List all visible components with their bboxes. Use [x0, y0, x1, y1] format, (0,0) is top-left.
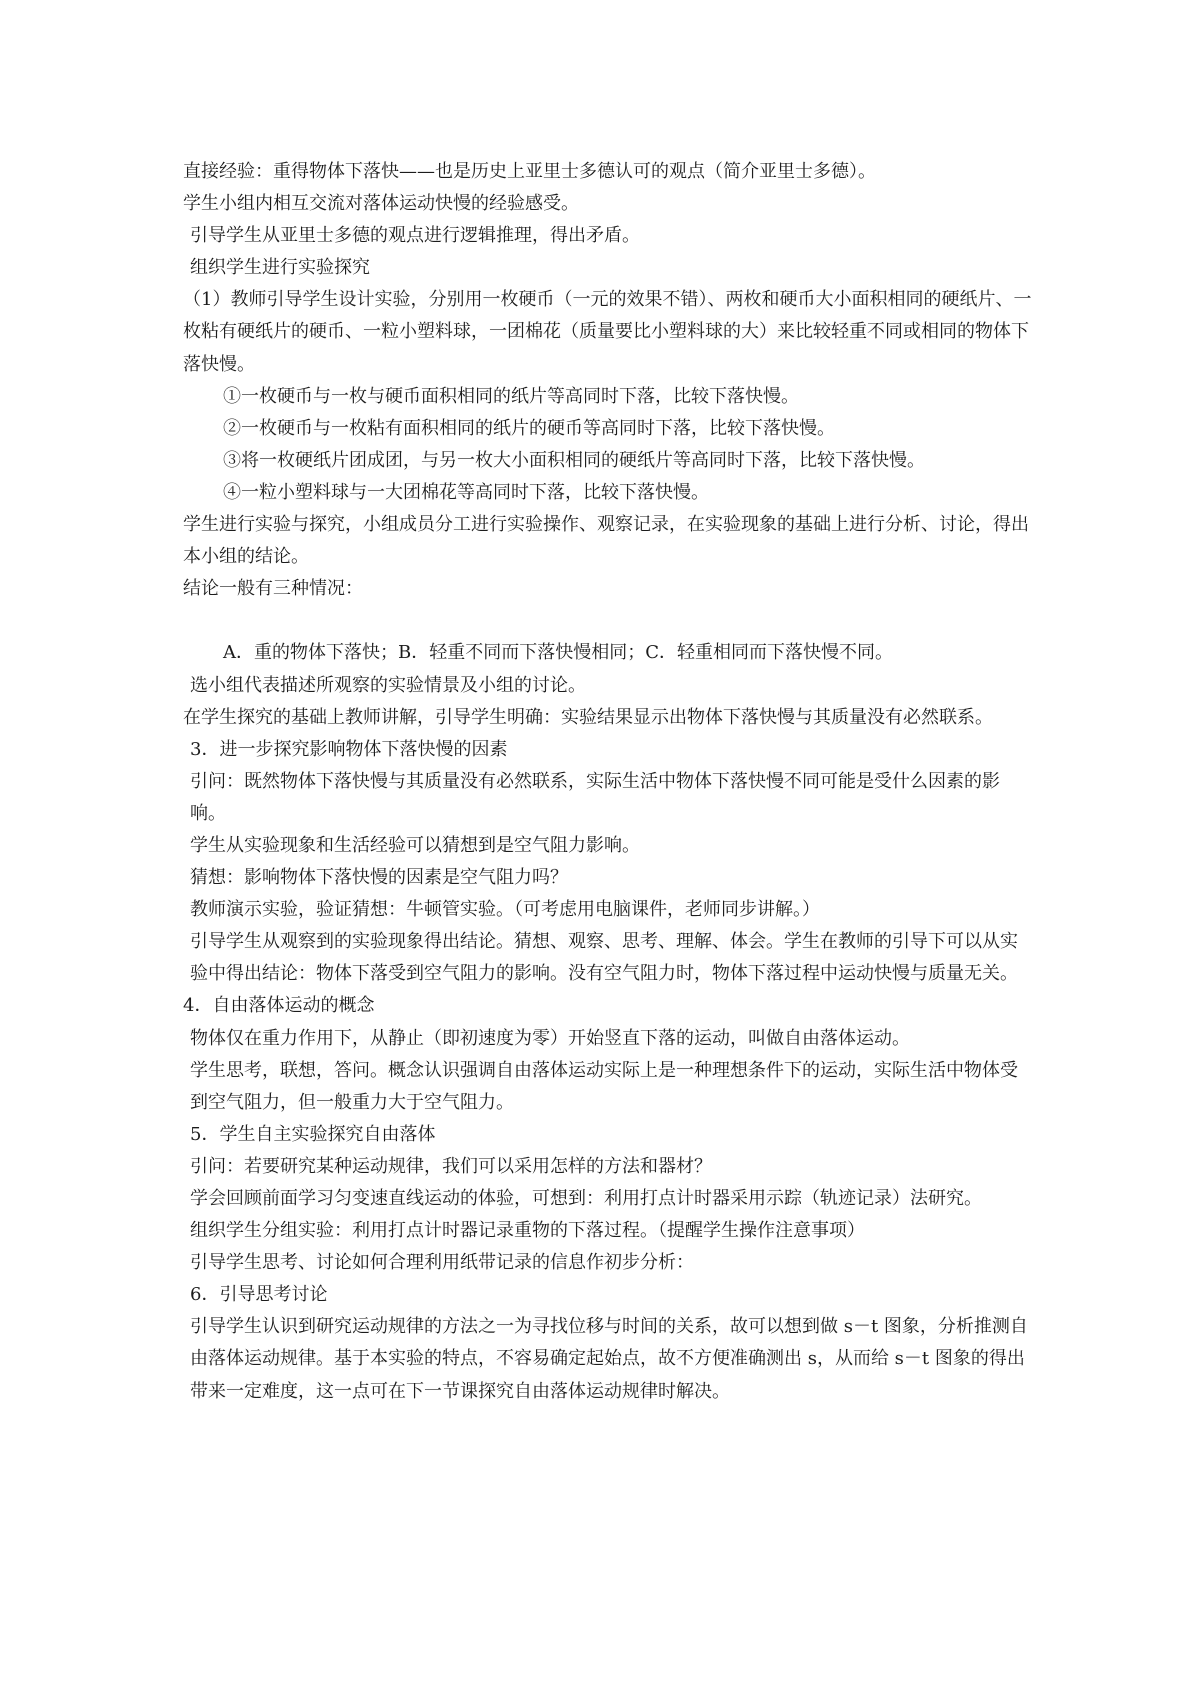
paragraph-experiment-item-2: ②一枚硬币与一枚粘有面积相同的纸片的硬币等高同时下落，比较下落快慢。 — [223, 417, 835, 439]
paragraph-free-fall-definition: 物体仅在重力作用下，从静止（即初速度为零）开始竖直下落的运动，叫做自由落体运动。 — [190, 1027, 910, 1049]
paragraph-conclusion-options: A．重的物体下落快；B．轻重不同而下落快慢相同；C．轻重相同而下落快慢不同。 — [223, 642, 893, 664]
paragraph-hypothesis: 猜想：影响物体下落快慢的因素是空气阻力吗？ — [190, 867, 568, 889]
paragraph-question-factors: 引问：既然物体下落快慢与其质量没有必然联系，实际生活中物体下落快慢不同可能是受什么因素的影响。 — [190, 770, 1000, 824]
paragraph-group-experiment: 组织学生分组实验：利用打点计时器记录重物的下落过程。（提醒学生操作注意事项） — [190, 1220, 865, 1242]
paragraph-air-resistance-guess: 学生从实验现象和生活经验可以猜想到是空气阻力影响。 — [190, 834, 640, 856]
section-heading-5: 5．学生自主实验探究自由落体 — [190, 1123, 436, 1145]
paragraph-experiment-item-3 — [183, 445, 1033, 477]
paragraph-logic-reasoning: 引导学生从亚里士多德的观点进行逻辑推理，得出矛盾。 — [190, 225, 640, 247]
paragraph-group-exchange: 学生小组内相互交流对落体运动快慢的经验感受。 — [183, 193, 579, 215]
paragraph-experiment-design: （1）教师引导学生设计实验，分别用一枚硬币（一元的效果不错）、两枚和硬币大小面积相同的硬纸片、一枚粘有硬纸片的硬币、一粒小塑料球，一团棉花（质量要比小塑料球的大）来比较轻重不同或相同的物体下落快慢。 — [183, 289, 1032, 375]
document-body — [183, 156, 1033, 1408]
section-heading-4: 4．自由落体运动的概念 — [183, 995, 375, 1017]
paragraph-conclusion-guidance: 引导学生从观察到的实验现象得出结论。猜想、观察、思考、理解、体会。学生在教师的引导下可以从实验中得出结论：物体下落受到空气阻力的影响。没有空气阻力时，物体下落过程中运动快慢与质量无关。 — [190, 931, 1018, 985]
paragraph-experiment-item-4: ④一粒小塑料球与一大团棉花等高同时下落，比较下落快慢。 — [223, 481, 709, 503]
paragraph-conclusion-intro: 结论一般有三种情况： — [183, 578, 363, 600]
paragraph-group-representative: 选小组代表描述所观察的实验情景及小组的讨论。 — [190, 674, 586, 696]
paragraph-student-experiment: 学生进行实验与探究，小组成员分工进行实验操作、观察记录，在实验现象的基础上进行分析、讨论，得出本小组的结论。 — [183, 514, 1029, 568]
paragraph-method-question: 引问：若要研究某种运动规律，我们可以采用怎样的方法和器材？ — [190, 1155, 712, 1177]
paragraph-newton-tube: 教师演示实验，验证猜想：牛顿管实验。（可考虑用电脑课件，老师同步讲解。） — [190, 899, 820, 921]
experiment-item-3-text: ③将一枚硬纸片团成团，与另一枚大小面积相同的硬纸片等高同时下落，比较下落快慢。 — [223, 449, 925, 471]
paragraph-review-method: 学会回顾前面学习匀变速直线运动的体验，可想到：利用打点计时器采用示踪（轨迹记录）法研究。 — [190, 1188, 982, 1209]
blank-line — [183, 605, 1033, 637]
paragraph-organize-experiment: 组织学生进行实验探究 — [190, 257, 370, 279]
section-heading-6: 6．引导思考讨论 — [190, 1284, 328, 1306]
paragraph-experiment-item-1: ①一枚硬币与一枚与硬币面积相同的纸片等高同时下落，比较下落快慢。 — [223, 385, 799, 407]
paragraph-teacher-explanation: 在学生探究的基础上教师讲解，引导学生明确：实验结果显示出物体下落快慢与其质量没有必然联系。 — [183, 706, 993, 728]
paragraph-tape-analysis: 引导学生思考、讨论如何合理利用纸带记录的信息作初步分析： — [190, 1252, 694, 1274]
paragraph-concept-emphasis: 学生思考，联想，答问。概念认识强调自由落体运动实际上是一种理想条件下的运动，实际生活中物体受到空气阻力，但一般重力大于空气阻力。 — [190, 1059, 1018, 1113]
paragraph-direct-experience: 直接经验：重得物体下落快——也是历史上亚里士多德认可的观点（简介亚里士多德）。 — [183, 161, 876, 182]
section-heading-3: 3．进一步探究影响物体下落快慢的因素 — [190, 738, 508, 760]
paragraph-st-graph: 引导学生认识到研究运动规律的方法之一为寻找位移与时间的关系，故可以想到做 s－t 图象，分析推测自由落体运动规律。基于本实验的特点，不容易确定起始点，故不方便准确测出 s，从而给 s－t 图象的得出带来一定难度，这一点可在下一节课探究自由落体运动规律时解决。 — [190, 1316, 1028, 1402]
